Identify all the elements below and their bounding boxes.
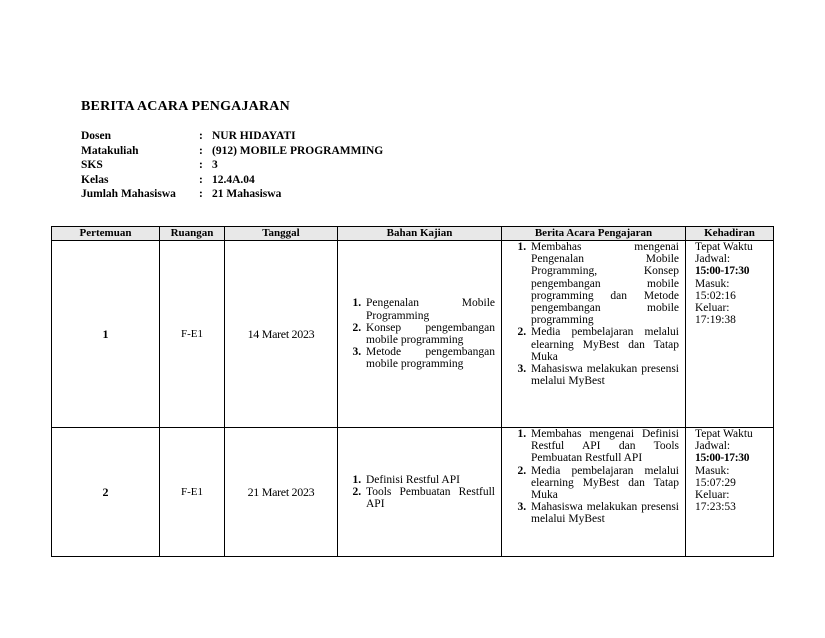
info-value: NUR HIDAYATI: [212, 130, 296, 142]
info-label: Jumlah Mahasiswa: [81, 188, 176, 201]
jadwal-value: 15:00-17:30: [695, 265, 750, 278]
kehadiran-block: [695, 241, 773, 326]
document-title: BERITA ACARA PENGAJARAN: [81, 99, 290, 114]
col-header-bahan-kajian: Bahan Kajian: [338, 227, 502, 241]
cell-kehadiran: [686, 428, 774, 557]
cell-berita-acara: [502, 241, 686, 428]
col-header-kehadiran: Kehadiran: [686, 227, 774, 241]
col-header-pertemuan: Pertemuan: [52, 227, 160, 241]
cell-tanggal: 21 Maret 2023: [225, 428, 338, 557]
info-value: 3: [212, 159, 218, 172]
keluar-value: 17:23:53: [695, 501, 736, 514]
list-item: 3. Mahasiswa melakukan presensi melalui MyBest: [529, 363, 679, 387]
jadwal-label: Jadwal:: [695, 253, 731, 266]
keluar-label: Keluar:: [695, 489, 730, 502]
list-item: 1. Membahas mengenai Definisi Restful API dan Tools Pembuatan Restfull API: [529, 428, 679, 465]
info-value: (912) MOBILE PROGRAMMING: [212, 144, 384, 157]
jadwal-label: Jadwal:: [695, 440, 731, 453]
bahan-list: [338, 297, 501, 370]
attendance-table: [51, 226, 774, 557]
list-item: 1. Membahas mengenai Pengenalan Mobile Programming, Konsep pengembangan mobile programming dan Metode pengembangan mobile programming: [529, 241, 679, 326]
masuk-value: 15:02:16: [695, 289, 736, 302]
table-row: [52, 428, 774, 557]
bahan-list: [338, 474, 501, 511]
info-row-matakuliah: Matakuliah : (912) MOBILE PROGRAMMING: [81, 144, 384, 157]
info-row-kelas: Kelas : 12.4A.04: [81, 173, 255, 186]
col-header-tanggal: Tanggal: [225, 227, 338, 241]
col-header-ruangan: Ruangan: [160, 227, 225, 241]
cell-tanggal: 14 Maret 2023: [225, 241, 338, 428]
berita-list: [502, 428, 685, 526]
info-label: Matakuliah: [81, 144, 139, 157]
masuk-value: 15:07:29: [695, 476, 736, 489]
info-value: 21 Mahasiswa: [212, 188, 282, 201]
info-row-sks: SKS : 3: [81, 159, 218, 172]
jadwal-value: 15:00-17:30: [695, 452, 750, 465]
info-row-dosen: Dosen : NUR HIDAYATI: [81, 130, 296, 142]
cell-berita-acara: [502, 428, 686, 557]
list-item: 3. Metode pengembangan mobile programming: [364, 346, 495, 370]
cell-pertemuan: 2: [52, 428, 160, 557]
cell-pertemuan: 1: [52, 241, 160, 428]
cell-ruangan: F-E1: [160, 428, 225, 557]
list-item: 3. Mahasiswa melakukan presensi melalui MyBest: [529, 501, 679, 525]
info-label: SKS: [81, 159, 103, 172]
keluar-label: Keluar:: [695, 302, 730, 315]
kehadiran-status: Tepat Waktu: [695, 241, 753, 253]
list-item: 1. Pengenalan Mobile Programming: [364, 297, 495, 321]
table-header-row: [52, 227, 774, 241]
cell-ruangan: F-E1: [160, 241, 225, 428]
info-label: Dosen: [81, 130, 112, 142]
list-item: 2. Konsep pengembangan mobile programming: [364, 322, 495, 346]
masuk-label: Masuk:: [695, 464, 730, 477]
info-row-jumlah-mahasiswa: Jumlah Mahasiswa : 21 Mahasiswa: [81, 188, 282, 201]
info-label: Kelas: [81, 173, 109, 186]
col-header-berita-acara: Berita Acara Pengajaran: [502, 227, 686, 241]
list-item: 2. Media pembelajaran melalui elearning MyBest dan Tatap Muka: [529, 465, 679, 502]
cell-bahan-kajian: [338, 428, 502, 557]
cell-kehadiran: [686, 241, 774, 428]
keluar-value: 17:19:38: [695, 314, 736, 327]
berita-list: [502, 241, 685, 387]
list-item: 1. Definisi Restful API: [364, 474, 495, 486]
list-item: 2. Media pembelajaran melalui elearning MyBest dan Tatap Muka: [529, 326, 679, 363]
list-item: 2. Tools Pembuatan Restfull API: [364, 486, 495, 510]
info-value: 12.4A.04: [212, 173, 255, 186]
cell-bahan-kajian: [338, 241, 502, 428]
masuk-label: Masuk:: [695, 277, 730, 290]
kehadiran-status: Tepat Waktu: [695, 428, 753, 440]
info-block: [81, 129, 383, 202]
table-row: [52, 241, 774, 428]
kehadiran-block: [695, 428, 773, 513]
